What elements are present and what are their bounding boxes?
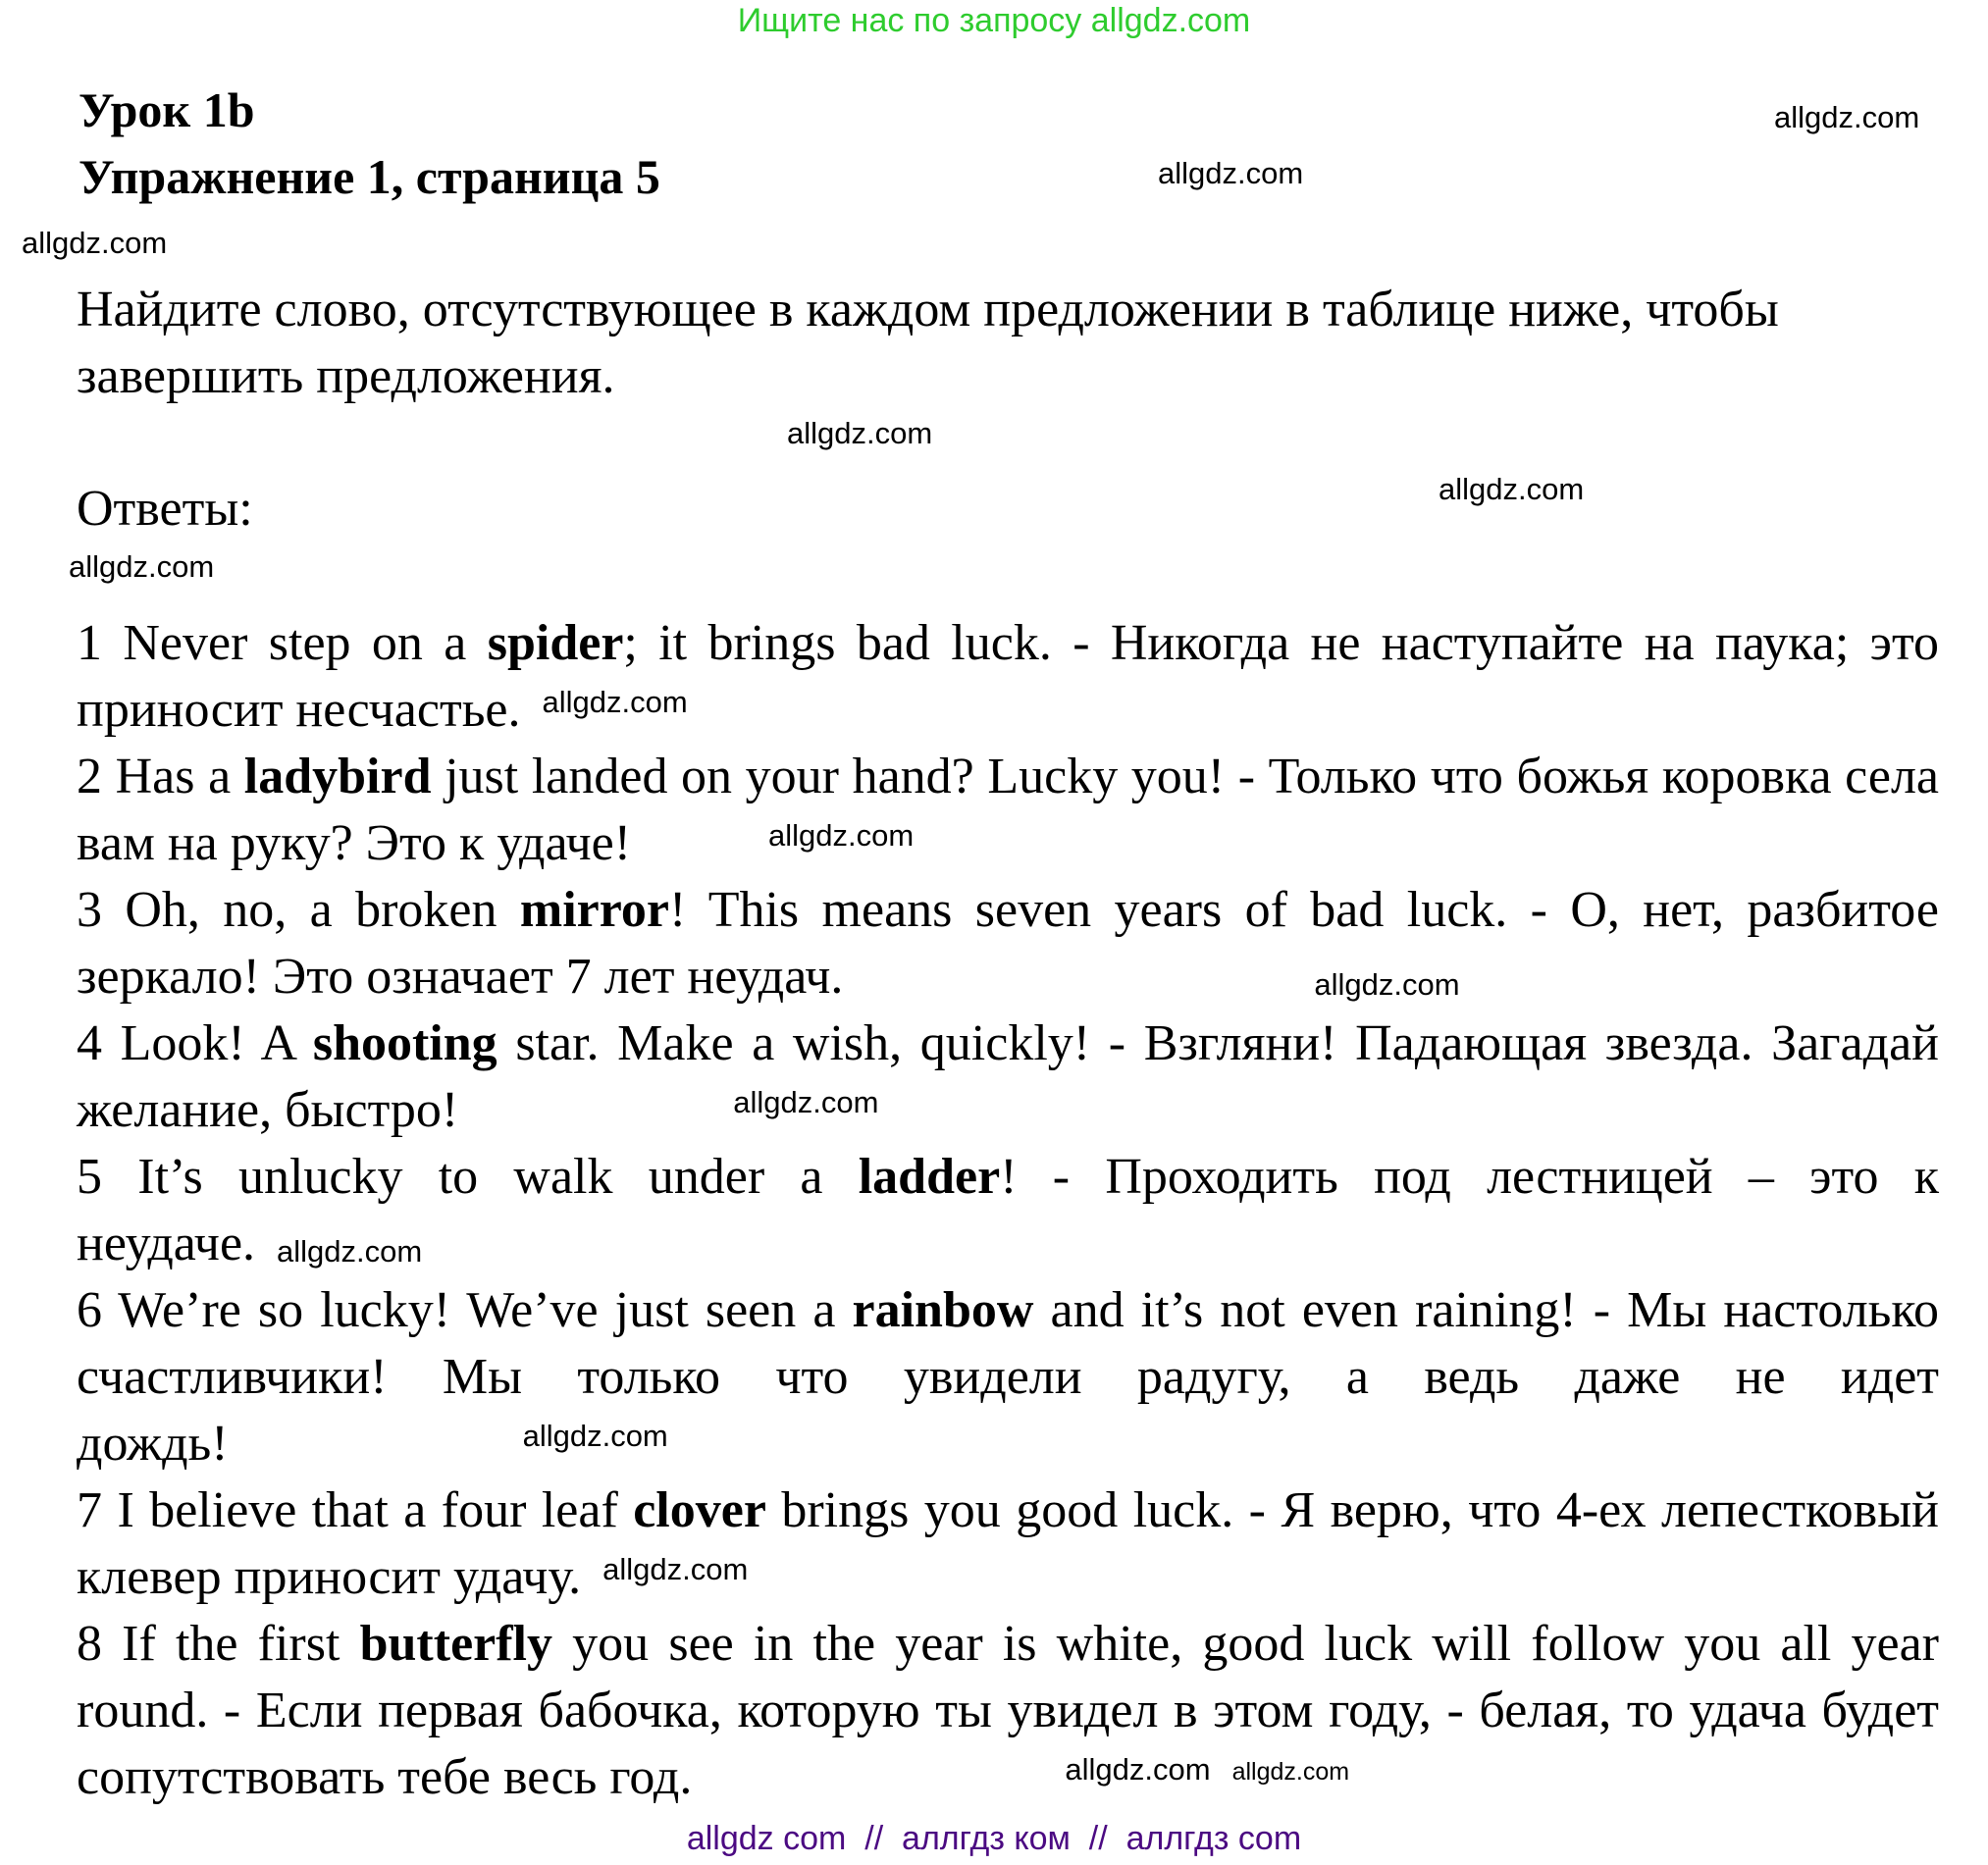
- answer-item: [77, 1477, 1939, 1611]
- answer-text: 8 If the first: [77, 1616, 360, 1672]
- watermark: allgdz.com: [1158, 156, 1304, 190]
- answer-word: butterfly: [359, 1616, 552, 1672]
- watermark: allgdz.com: [1065, 1752, 1211, 1787]
- answer-word: spider: [487, 615, 624, 671]
- watermark: allgdz.com: [522, 1419, 668, 1453]
- answer-word: rainbow: [852, 1282, 1034, 1338]
- answer-text: you see in the year is white, good luck will follow you all year round. - Если первая бабочка, которую ты увидел в этом году, - белая, то удача будет сопутствовать тебе весь год.: [77, 1616, 1939, 1805]
- watermark: allgdz.com: [69, 549, 215, 584]
- watermark: allgdz.com: [277, 1234, 423, 1269]
- answer-text: ! - Проходить под лестницей – это к неудаче.: [77, 1149, 1939, 1271]
- watermark: allgdz.com: [733, 1085, 879, 1119]
- lesson-title: Урок 1b: [78, 82, 255, 137]
- answer-text: brings you good luck. - Я верю, что 4-ех лепестковый клевер приносит удачу.: [77, 1482, 1939, 1605]
- answer-text: and it’s not even raining! - Мы настолько счастливчики! Мы только что увидели радугу, а ведь даже не идет дождь!: [77, 1282, 1939, 1472]
- search-banner[interactable]: Ищите нас по запросу allgdz.com: [737, 2, 1251, 39]
- answer-item: [77, 877, 1939, 1010]
- answers-list: [77, 610, 1939, 1811]
- answer-text: 6 We’re so lucky! We’ve just seen a: [77, 1282, 853, 1338]
- watermark: allgdz.com: [22, 226, 168, 260]
- answer-item: [77, 1611, 1939, 1811]
- answer-text: ! This means seven years of bad luck. - О, нет, разбитое зеркало! Это означает 7 лет неудач.: [77, 882, 1940, 1005]
- answer-item: [77, 1277, 1939, 1477]
- watermark: allgdz.com: [768, 818, 915, 853]
- answers-label: Ответы:: [77, 481, 253, 537]
- watermark: allgdz.com: [1231, 1758, 1350, 1786]
- answer-word: ladder: [858, 1149, 1001, 1205]
- answer-text: 3 Oh, no, a broken: [77, 882, 520, 938]
- answer-item: [77, 744, 1939, 877]
- exercise-title: Упражнение 1, страница 5: [78, 149, 660, 204]
- answer-text: star. Make a wish, quickly! - Взгляни! Падающая звезда. Загадай желание, быстро!: [77, 1015, 1939, 1138]
- answer-item: [77, 610, 1939, 744]
- watermark: allgdz.com: [602, 1552, 749, 1586]
- answer-text: just landed on your hand? Lucky you! - Только что божья коровка села вам на руку? Это к удаче!: [77, 749, 1939, 871]
- watermark: allgdz.com: [1439, 472, 1585, 506]
- answer-text: 2 Has a: [77, 749, 244, 804]
- answer-word: ladybird: [243, 749, 432, 804]
- footer-links[interactable]: allgdz com // аллгдз ком // аллгдз com: [686, 1820, 1302, 1857]
- answer-text: 5 It’s unlucky to walk under a: [77, 1149, 859, 1205]
- watermark: allgdz.com: [1314, 967, 1460, 1002]
- answer-text: 4 Look! A: [77, 1015, 313, 1071]
- answer-word: shooting: [312, 1015, 497, 1071]
- watermark: allgdz.com: [1774, 100, 1920, 134]
- answer-text: 7 I believe that a four leaf: [77, 1482, 634, 1538]
- watermark: allgdz.com: [542, 685, 688, 719]
- watermark: allgdz.com: [787, 416, 933, 450]
- answer-text: ; it brings bad luck. - Никогда не наступайте на паука; это приносит несчастье.: [77, 615, 1940, 738]
- answer-text: 1 Never step on a: [77, 615, 488, 671]
- answer-item: [77, 1010, 1939, 1144]
- answer-word: clover: [633, 1482, 766, 1538]
- instruction-text: Найдите слово, отсутствующее в каждом предложении в таблице ниже, чтобы завершить предложения.: [77, 282, 1779, 404]
- answer-word: mirror: [519, 882, 669, 938]
- answer-item: [77, 1144, 1939, 1277]
